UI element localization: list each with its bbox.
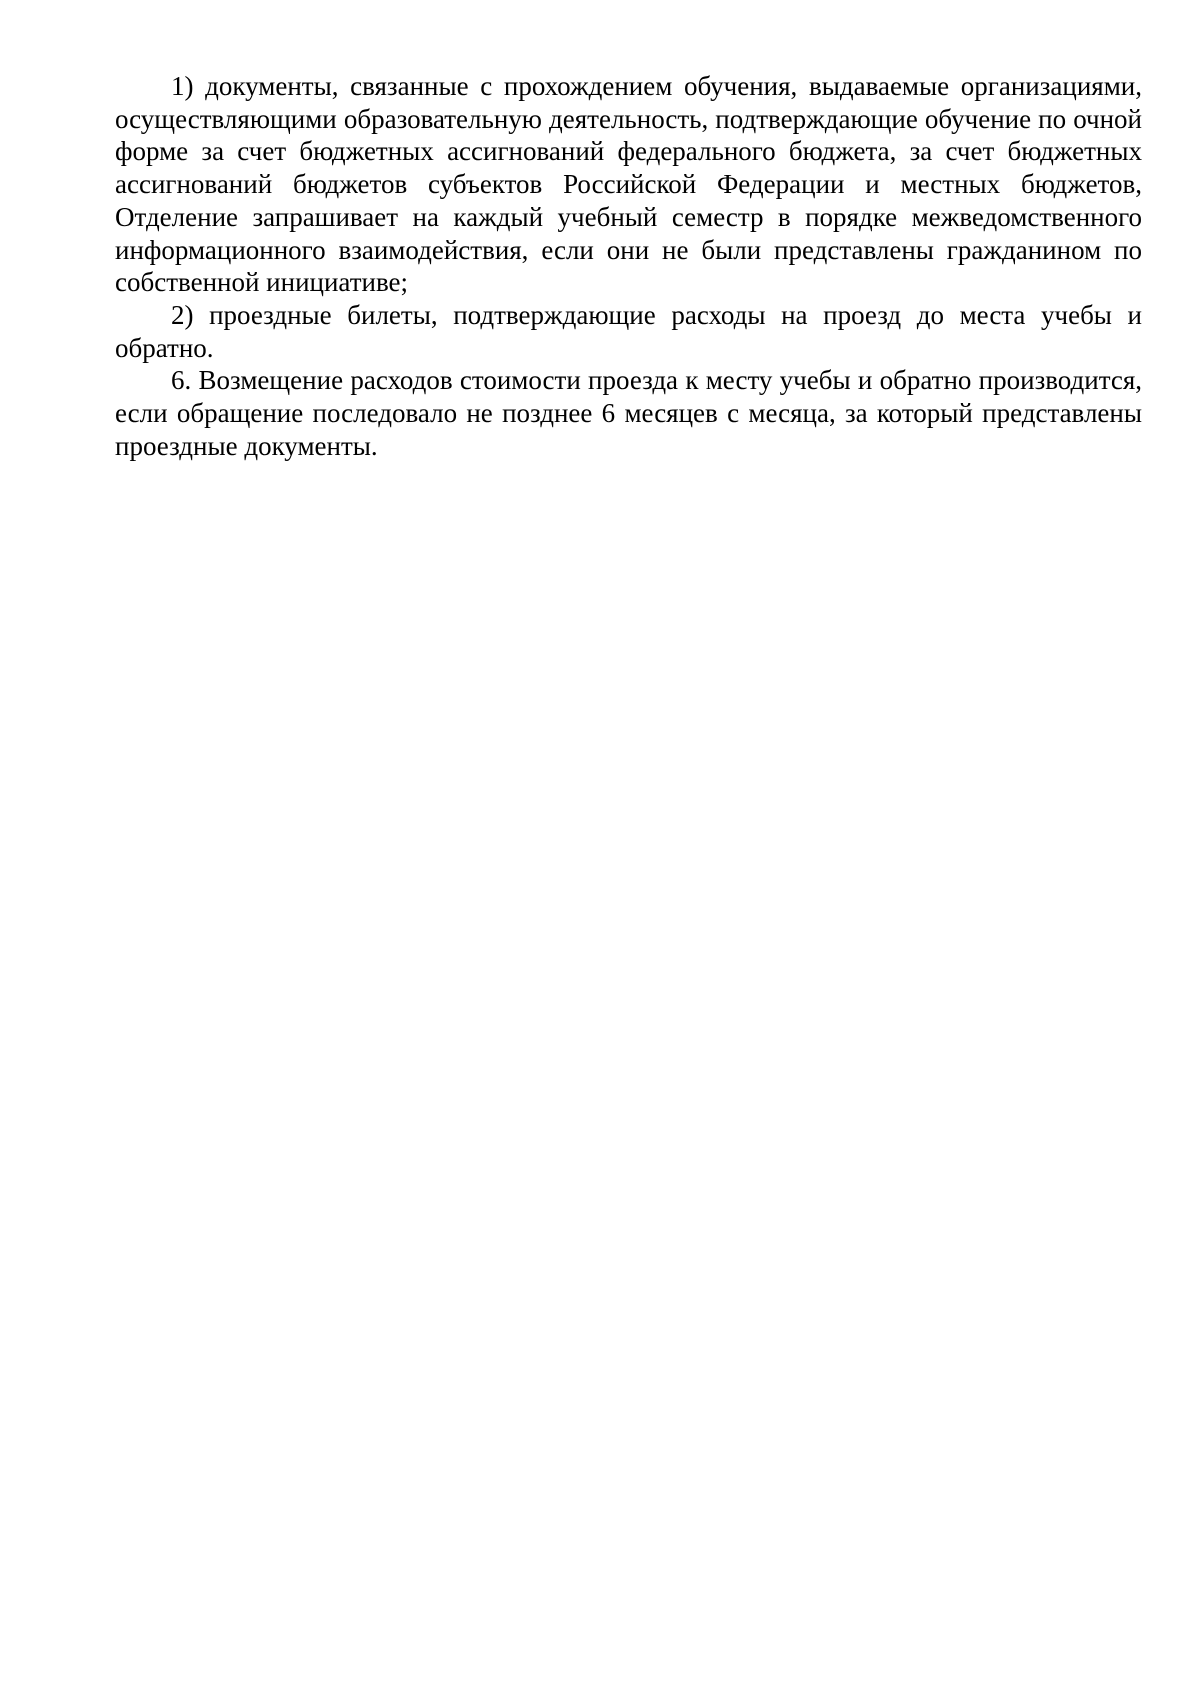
paragraph-item-1: 1) документы, связанные с прохождением обучения, выдаваемые организациями, осуществляющими образовательную деятельность, подтверждающие обучение по очной форме за счет бюджетных ассигнований федерального бюджета, за счет бюджетных ассигнований бюджетов субъектов Российской Федерации и местных бюджетов, Отделение запрашивает на каждый учебный семестр в порядке межведомственного информационного взаимодействия, если они не были представлены гражданином по собственной инициативе; [115, 71, 1142, 298]
paragraph-item-6: 6. Возмещение расходов стоимости проезда к месту учебы и обратно производится, если обращение последовало не позднее 6 месяцев с месяца, за который представлены проездные документы. [115, 365, 1142, 461]
document-body [115, 70, 1142, 462]
paragraph-item-2: 2) проездные билеты, подтверждающие расходы на проезд до места учебы и обратно. [115, 299, 1142, 363]
